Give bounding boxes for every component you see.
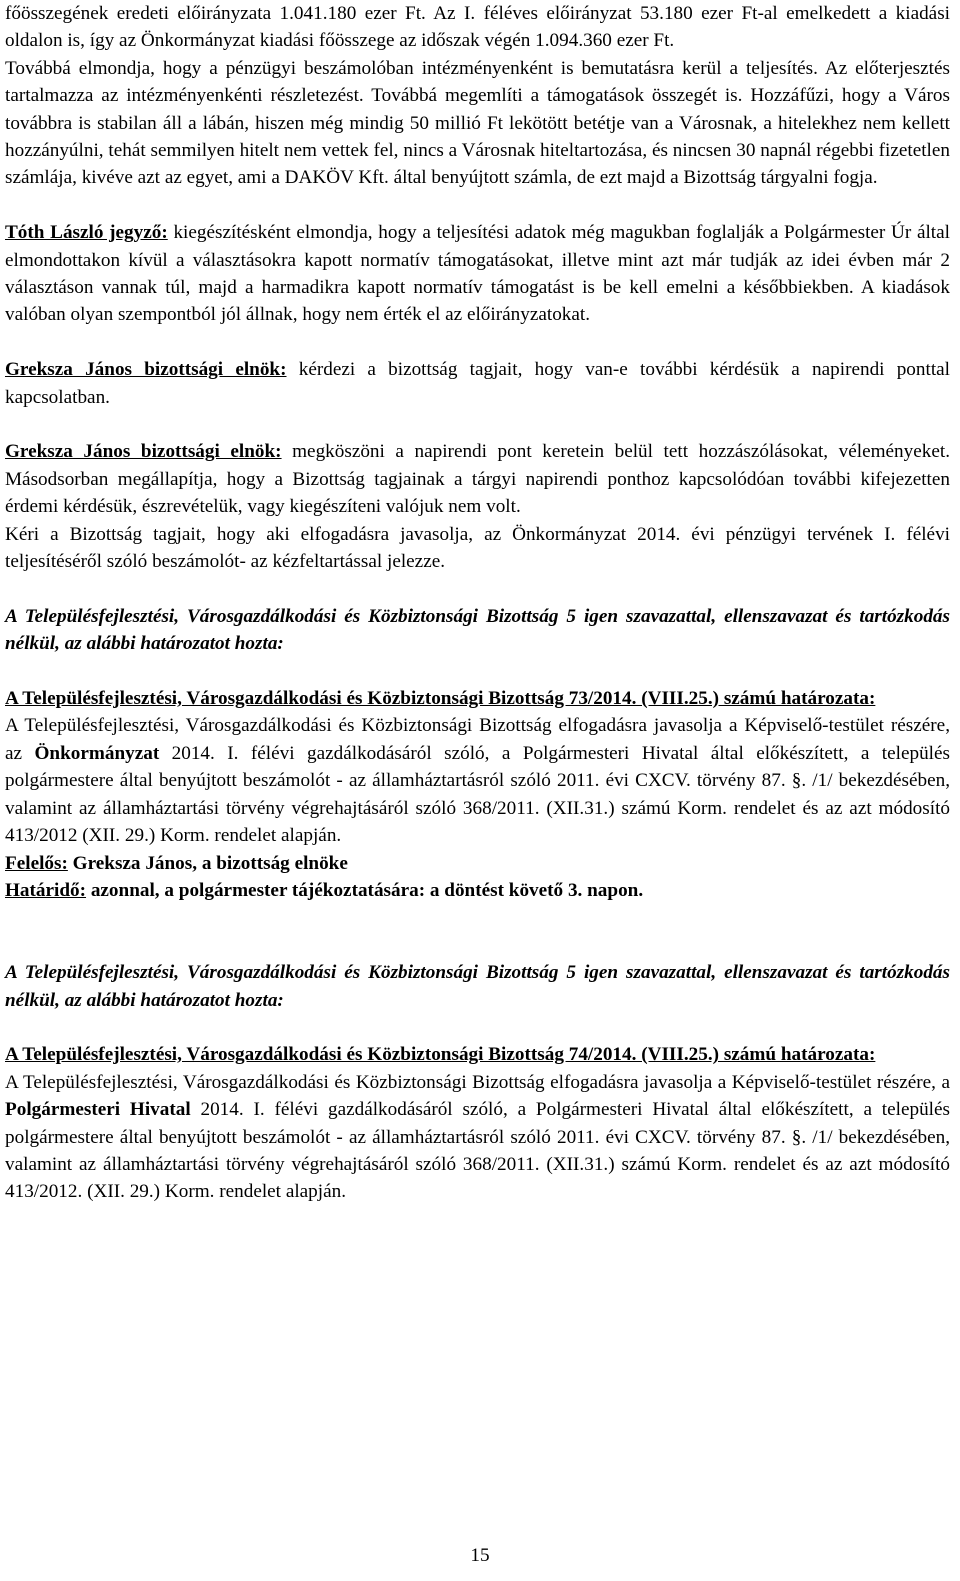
speaker-name: Tóth László jegyző: [5, 222, 168, 244]
resolution-subject: Polgármesteri Hivatal [5, 1099, 191, 1121]
spacer [5, 411, 950, 438]
resolution-text-part: A Településfejlesztési, Városgazdálkodási és Közbiztonsági Bizottság elfogadásra javasolja a Képviselő-testület részére, a [5, 1071, 950, 1093]
spacer [5, 329, 950, 356]
responsible-label: Felelős: [5, 852, 68, 874]
spacer [5, 575, 950, 602]
spacer [5, 192, 950, 219]
deadline-value: azonnal, a polgármester tájékoztatására: a döntést követő 3. napon. [86, 879, 644, 901]
resolution-text-part: 2014. I. félévi gazdálkodásáról szóló, a Polgármesteri Hivatal által előkészített, a település polgármestere által benyújtott beszámolót - az államháztartásról szóló 2011. évi CXCV. törvény 87. §. /1/ bekezdésében, valamint az államháztartási törvény végrehajtásáról szóló 368/2011. (XII.31.) számú Korm. rendelet és az azt módosító 413/2012 (XII. 29.) Korm. rendelet alapján. [5, 742, 950, 847]
resolution-text-74 [5, 1069, 950, 1206]
resolution-text-73 [5, 712, 950, 849]
paragraph-chair-thanks [5, 438, 950, 520]
deadline-label: Határidő: [5, 879, 87, 901]
resolution-text-part: 2014. I. félévi gazdálkodásáról szóló, a Polgármesteri Hivatal által előkészített, a település polgármestere által benyújtott beszámolót - az államháztartásról szóló 2011. évi CXCV. törvény 87. §. /1/ bekezdésében, valamint az államháztartási törvény végrehajtásáról szóló 368/2011. (XII.31.) számú Korm. rendelet és az azt módosító 413/2012. (XII. 29.) Korm. rendelet alapján. [5, 1099, 950, 1203]
speaker-name: Greksza János bizottsági elnök: [5, 359, 287, 381]
spacer [5, 658, 950, 685]
paragraph-budget-summary: főösszegének eredeti előirányzata 1.041.180 ezer Ft. Az I. féléves előirányzat 53.180 ezer Ft-al emelkedett a kiadási oldalon is, így az Önkormányzat kiadási főösszege az időszak végén 1.094.360 ezer Ft. [5, 3, 950, 52]
paragraph-chair-question [5, 356, 950, 411]
speaker-name: Greksza János bizottsági elnök: [5, 441, 282, 463]
resolution-subject: Önkormányzat [34, 742, 160, 764]
deadline-line [5, 877, 950, 904]
responsible-value: Greksza János, a bizottság elnöke [67, 852, 348, 874]
paragraph-mayor-statement: Továbbá elmondja, hogy a pénzügyi beszámolóban intézményenként is bemutatásra kerül a teljesítés. Az előterjesztés tartalmazza az intézményenkénti részletezést. Továbbá megemlíti a támogatások összegét is. Hozzáfűzi, hogy a Város továbbra is stabilan áll a lábán, hiszen még mindig 50 millió Ft lekötött betétje van a Városnak, a hitelekhez nem kellett hozzányúlni, tehát semmilyen hitelt nem vettek fel, nincs a Városnak hiteltartozása, és nincsen 30 napnál régebbi fizetetlen számlája, kivéve azt az egyet, ami a DAKÖV Kft. által benyújtott számla, de ezt majd a Bizottság tárgyalni fogja. [5, 57, 950, 189]
page-number: 15 [470, 1545, 490, 1566]
resolution-title-74: A Településfejlesztési, Városgazdálkodási és Közbiztonsági Bizottság 74/2014. (VIII.25.) számú határozata: [5, 1044, 876, 1066]
paragraph-notary-statement [5, 219, 950, 329]
spacer [5, 1014, 950, 1041]
statement-text: kérdezi a bizottság tagjait, hogy van-e további kérdésük a napirendi ponttal kapcsolatban. [5, 359, 951, 408]
paragraph-vote-request: Kéri a Bizottság tagjait, hogy aki elfogadásra javasolja, az Önkormányzat 2014. évi pénzügyi tervének I. félévi teljesítéséről szóló beszámolót- az kézfeltartással jelezze. [5, 523, 950, 573]
vote-result-2: A Településfejlesztési, Városgazdálkodási és Közbiztonsági Bizottság 5 igen szavazattal, ellenszavazat és tartózkodás nélkül, az alábbi határozatot hozta: [5, 962, 950, 1011]
responsible-line [5, 850, 950, 877]
vote-result-1: A Településfejlesztési, Városgazdálkodási és Közbiztonsági Bizottság 5 igen szavazattal, ellenszavazat és tartózkodás nélkül, az alábbi határozatot hozta: [5, 605, 950, 655]
document-page [5, 0, 950, 1206]
statement-text: megköszöni a napirendi pont keretein belül tett hozzászólásokat, véleményeket. Másodsorban megállapítja, hogy a Bizottság tagjainak a tárgyi napirendi ponthoz kapcsolódóan további kifejezetten érdemi kérdésük, észrevételük, vagy kiegészíteni valójuk nem volt. [5, 441, 951, 518]
statement-text: kiegészítésként elmondja, hogy a teljesítési adatok még magukban foglalják a Polgármester Úr által elmondottakon kívül a választásokra kapott normatív támogatásokat, illetve mint azt már tudják az idei évben már 2 választáson vannak túl, majd a harmadikra kapott normatív támogatást is be kell emelni a későbbiekben. A kiadások valóban olyan szempontból jól állnak, hogy nem érték el az előirányzatokat. [5, 222, 950, 326]
resolution-text-part: A Településfejlesztési, Városgazdálkodási és Közbiztonsági Bizottság elfogadásra javasolja a Képviselő-testület részére, az [5, 715, 950, 764]
resolution-title-73: A Településfejlesztési, Városgazdálkodási és Közbiztonsági Bizottság 73/2014. (VIII.25.) számú határozata: [5, 688, 876, 710]
spacer [5, 904, 950, 959]
